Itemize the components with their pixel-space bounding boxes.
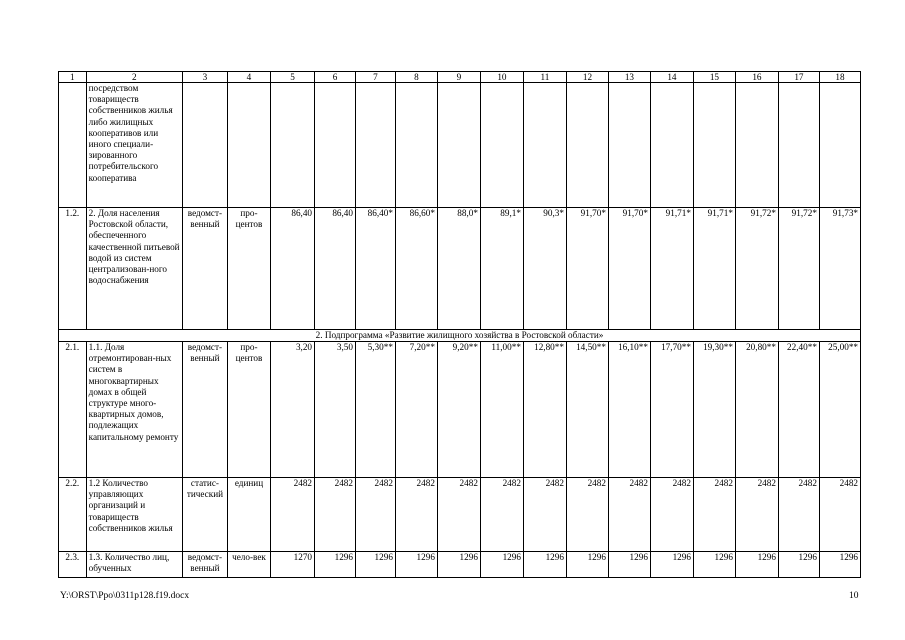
value-cell: 2482 <box>355 478 395 552</box>
value-cell: 1296 <box>566 552 608 578</box>
data-table <box>58 71 861 578</box>
header-cell: 16 <box>735 72 778 83</box>
value-cell <box>480 83 523 208</box>
value-cell: 89,1* <box>480 208 523 330</box>
value-cell: 2482 <box>735 478 778 552</box>
row-number: 2.2. <box>59 478 87 552</box>
indicator-name: 1.1. Доля отремонтирован-ных систем в многоквартирных домах в общей структуре много-квартирных домов, подлежащих капитальному ремонту <box>86 342 182 478</box>
value-cell: 2482 <box>395 478 437 552</box>
value-cell: 90,3* <box>523 208 566 330</box>
value-cell: 2482 <box>480 478 523 552</box>
indicator-name: посредством товариществ собственников жилья либо жилищных кооперативов или иного специали-зированного потребительского кооператива <box>86 83 182 208</box>
row-number <box>59 83 87 208</box>
value-cell: 16,10** <box>608 342 650 478</box>
file-path-footer: Y:\ORST\Ppo\0311p128.f19.docx <box>60 591 190 601</box>
header-cell: 4 <box>227 72 270 83</box>
value-cell: 91,72* <box>778 208 819 330</box>
indicator-name: 1.2 Количество управляющих организаций и товариществ собственников жилья <box>86 478 182 552</box>
value-cell: 19,30** <box>693 342 735 478</box>
section-title: 2. Подпрограмма «Развитие жилищного хозяйства в Ростовской области» <box>59 330 861 342</box>
value-cell: 14,50** <box>566 342 608 478</box>
header-cell: 11 <box>523 72 566 83</box>
header-cell: 12 <box>566 72 608 83</box>
value-cell: 11,00** <box>480 342 523 478</box>
value-cell: 1296 <box>315 552 356 578</box>
header-cell: 8 <box>395 72 437 83</box>
value-cell: 86,40 <box>270 208 314 330</box>
section-row <box>59 330 861 342</box>
value-cell: 86,60* <box>395 208 437 330</box>
value-cell: 1296 <box>693 552 735 578</box>
value-cell: 2482 <box>778 478 819 552</box>
unit <box>227 83 270 208</box>
value-cell <box>819 83 860 208</box>
value-cell: 3,50 <box>315 342 356 478</box>
data-source: статис-тический <box>182 478 227 552</box>
value-cell: 2482 <box>819 478 860 552</box>
value-cell: 1296 <box>735 552 778 578</box>
value-cell <box>523 83 566 208</box>
value-cell: 1296 <box>778 552 819 578</box>
header-cell: 5 <box>270 72 314 83</box>
value-cell: 1296 <box>650 552 693 578</box>
value-cell: 1270 <box>270 552 314 578</box>
row-number: 1.2. <box>59 208 87 330</box>
value-cell <box>693 83 735 208</box>
value-cell: 25,00** <box>819 342 860 478</box>
header-cell: 6 <box>315 72 356 83</box>
indicator-name: 1.3. Количество лиц, обученных <box>86 552 182 578</box>
value-cell: 9,20** <box>437 342 480 478</box>
value-cell <box>566 83 608 208</box>
header-cell: 2 <box>86 72 182 83</box>
header-cell: 18 <box>819 72 860 83</box>
value-cell: 1296 <box>819 552 860 578</box>
unit: про-центов <box>227 342 270 478</box>
value-cell: 2482 <box>650 478 693 552</box>
header-cell: 15 <box>693 72 735 83</box>
value-cell: 22,40** <box>778 342 819 478</box>
value-cell: 91,73* <box>819 208 860 330</box>
table-row <box>59 478 861 552</box>
header-cell: 7 <box>355 72 395 83</box>
value-cell: 86,40* <box>355 208 395 330</box>
value-cell: 2482 <box>523 478 566 552</box>
value-cell <box>735 83 778 208</box>
header-cell: 1 <box>59 72 87 83</box>
value-cell <box>608 83 650 208</box>
value-cell: 1296 <box>355 552 395 578</box>
data-source: ведомст-венный <box>182 552 227 578</box>
value-cell: 1296 <box>480 552 523 578</box>
value-cell: 5,30** <box>355 342 395 478</box>
value-cell: 91,72* <box>735 208 778 330</box>
value-cell <box>355 83 395 208</box>
value-cell: 1296 <box>437 552 480 578</box>
value-cell <box>270 83 314 208</box>
header-cell: 10 <box>480 72 523 83</box>
value-cell: 1296 <box>395 552 437 578</box>
value-cell: 3,20 <box>270 342 314 478</box>
unit: про-центов <box>227 208 270 330</box>
data-source <box>182 83 227 208</box>
value-cell <box>395 83 437 208</box>
value-cell: 2482 <box>566 478 608 552</box>
value-cell: 91,71* <box>693 208 735 330</box>
value-cell: 86,40 <box>315 208 356 330</box>
table-row <box>59 208 861 330</box>
value-cell <box>778 83 819 208</box>
row-number: 2.3. <box>59 552 87 578</box>
value-cell: 1296 <box>523 552 566 578</box>
data-source: ведомст-венный <box>182 342 227 478</box>
value-cell: 12,80** <box>523 342 566 478</box>
table-row <box>59 342 861 478</box>
value-cell <box>437 83 480 208</box>
value-cell: 7,20** <box>395 342 437 478</box>
header-cell: 9 <box>437 72 480 83</box>
value-cell: 91,70* <box>566 208 608 330</box>
value-cell <box>315 83 356 208</box>
value-cell: 2482 <box>315 478 356 552</box>
value-cell: 91,71* <box>650 208 693 330</box>
value-cell: 2482 <box>270 478 314 552</box>
header-cell: 17 <box>778 72 819 83</box>
value-cell: 91,70* <box>608 208 650 330</box>
table-row <box>59 552 861 578</box>
data-source: ведомст-венный <box>182 208 227 330</box>
value-cell: 17,70** <box>650 342 693 478</box>
value-cell: 2482 <box>693 478 735 552</box>
value-cell: 88,0* <box>437 208 480 330</box>
value-cell <box>650 83 693 208</box>
header-row <box>59 72 861 83</box>
row-number: 2.1. <box>59 342 87 478</box>
value-cell: 1296 <box>608 552 650 578</box>
value-cell: 2482 <box>608 478 650 552</box>
header-cell: 13 <box>608 72 650 83</box>
unit: чело-век <box>227 552 270 578</box>
value-cell: 20,80** <box>735 342 778 478</box>
indicator-name: 2. Доля населения Ростовской области, обеспеченного качественной питьевой водой из систем централизован-ного водоснабжения <box>86 208 182 330</box>
page-number: 10 <box>849 591 859 601</box>
table-row <box>59 83 861 208</box>
value-cell: 2482 <box>437 478 480 552</box>
header-cell: 3 <box>182 72 227 83</box>
header-cell: 14 <box>650 72 693 83</box>
unit: единиц <box>227 478 270 552</box>
